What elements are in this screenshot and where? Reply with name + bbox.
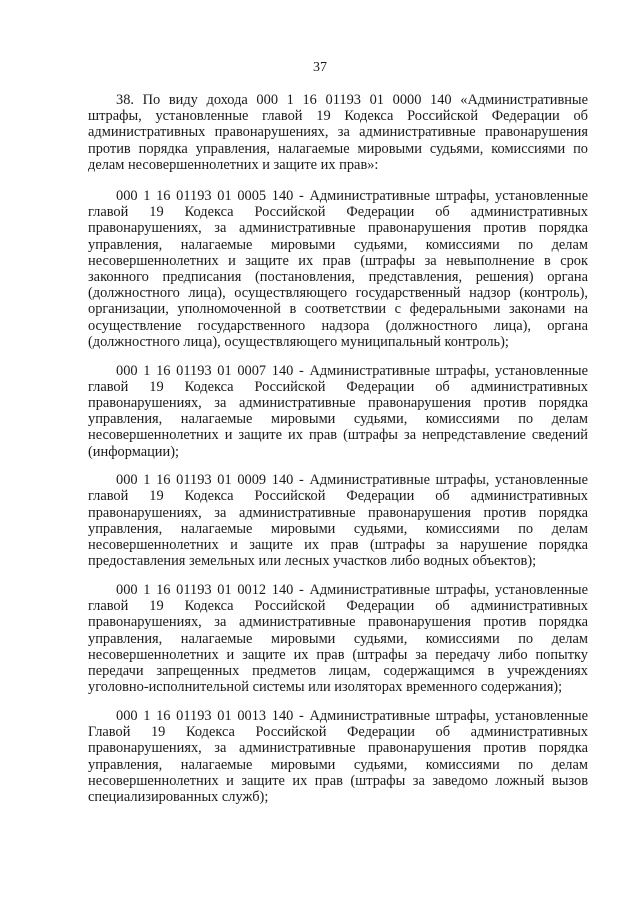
document-body — [88, 92, 588, 818]
paragraph-code-0012: 000 1 16 01193 01 0012 140 - Административные штрафы, установленные главой 19 Кодекса Российской Федерации об административных правонарушениях, за административные правонарушения против порядка управления, налагаемые мировыми судьями, комиссиями по делам несовершеннолетних и защите их прав (штрафы за передачу либо попытку передачи запрещенных предметов лицам, содержащимся в учреждениях уголовно-исполнительной системы или изоляторах временного содержания); — [88, 581, 588, 696]
paragraph-code-0007: 000 1 16 01193 01 0007 140 - Административные штрафы, установленные главой 19 Кодекса Российской Федерации об административных правонарушениях, за административные правонарушения против порядка управления, налагаемые мировыми судьями, комиссиями по делам несовершеннолетних и защите их прав (штрафы за непредставление сведений (информации); — [88, 362, 588, 460]
paragraph-code-0013: 000 1 16 01193 01 0013 140 - Административные штрафы, установленные Главой 19 Кодекса Российской Федерации об административных правонарушениях, за административные правонарушения против порядка управления, налагаемые мировыми судьями, комиссиями по делам несовершеннолетних и защите их прав (штрафы за заведомо ложный вызов специализированных служб); — [88, 707, 588, 805]
paragraph-code-0005: 000 1 16 01193 01 0005 140 - Административные штрафы, установленные главой 19 Кодекса Российской Федерации об административных правонарушениях, за административные правонарушения против порядка управления, налагаемые мировыми судьями, комиссиями по делам несовершеннолетних и защите их прав (штрафы за невыполнение в срок законного предписания (постановления, представления, решения) органа (должностного лица), осуществляющего государственный надзор (контроль), организации, уполномоченной в соответствии с федеральными законами на осуществление государственного надзора (должностного лица), органа (должностного лица), осуществляющего муниципальный контроль); — [88, 188, 588, 350]
paragraph-revenue-type-38: 38. По виду дохода 000 1 16 01193 01 0000 140 «Административные штрафы, установленные главой 19 Кодекса Российской Федерации об административных правонарушениях, за административные правонарушения против порядка управления, налагаемые мировыми судьями, комиссиями по делам несовершеннолетних и защите их прав»: — [88, 92, 588, 173]
paragraph-code-0009: 000 1 16 01193 01 0009 140 - Административные штрафы, установленные главой 19 Кодекса Российской Федерации об административных правонарушениях, за административные правонарушения против порядка управления, налагаемые мировыми судьями, комиссиями по делам несовершеннолетних и защите их прав (штрафы за нарушение порядка предоставления земельных или лесных участков либо водных объектов); — [88, 472, 588, 570]
page-number: 37 — [313, 60, 327, 75]
